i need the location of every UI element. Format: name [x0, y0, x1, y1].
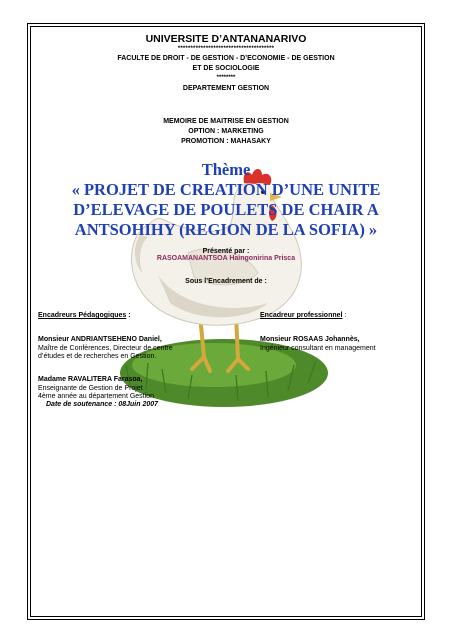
memoire-option: OPTION : MARKETING — [188, 128, 264, 135]
professional-role: Ingénieur consultant en management — [260, 344, 376, 352]
supervision-label: Sous l’Encadrement de : — [185, 278, 267, 285]
supervisor-2-role-1: Enseignante de Gestion de Projet — [38, 384, 143, 392]
pedagogical-heading-text: Encadreurs Pédagogiques — [38, 312, 127, 319]
professional-supervisor — [260, 336, 376, 353]
professional-heading-colon: : — [342, 312, 347, 319]
faculty-line-2: ET DE SOCIOLOGIE — [192, 65, 260, 72]
pedagogical-heading-colon: : — [126, 312, 131, 319]
theme-label: Thème — [201, 160, 251, 179]
separator-stars: ************************************** — [177, 46, 275, 52]
professional-name: Monsieur ROSAAS Johannès, — [260, 336, 360, 343]
supervisor-2-name: Madame RAVALITERA Farasoa, — [38, 376, 143, 383]
supervisor-1 — [38, 336, 173, 362]
pedagogical-heading — [38, 312, 131, 321]
presented-by — [27, 248, 425, 262]
faculty-name — [27, 54, 425, 74]
theme-title — [27, 160, 425, 240]
memoire-info — [27, 117, 425, 147]
supervisor-2 — [38, 376, 154, 402]
theme-line-3: ANTSOHIHY (REGION DE LA SOFIA) » — [74, 220, 378, 239]
department-name: DEPARTEMENT GESTION — [182, 85, 270, 92]
professional-heading — [260, 312, 346, 321]
presented-colon: : — [245, 248, 250, 255]
separator-stars-short: ******** — [216, 75, 236, 81]
supervisor-1-role-2: d’études et de recherches en Gestion. — [38, 353, 157, 361]
author-name: RASOAMANANTSOA Haingonirina Prisca — [156, 255, 296, 262]
presented-label: Présenté par — [202, 248, 246, 255]
memoire-degree: MEMOIRE DE MAITRISE EN GESTION — [163, 118, 289, 125]
supervisor-2-role-2: 4ème année au département Gestion — [38, 393, 154, 401]
supervisor-1-name: Monsieur ANDRIANTSEHENO Daniel, — [38, 336, 162, 343]
theme-line-2: D’ELEVAGE DE POULETS DE CHAIR A — [73, 200, 379, 219]
defense-date: Date de soutenance : 08Juin 2007 — [46, 401, 159, 408]
memoire-promotion: PROMOTION : MAHASAKY — [181, 138, 271, 145]
faculty-line-1: FACULTE DE DROIT - DE GESTION - D’ECONOMIE - DE GESTION — [117, 55, 335, 62]
theme-line-1: « PROJET DE CREATION D’UNE UNITE — [71, 180, 381, 199]
supervisor-1-role-1: Maître de Conférences, Directeur de centre — [38, 344, 173, 352]
professional-heading-text: Encadreur professionnel — [260, 312, 343, 319]
university-name: UNIVERSITE D’ANTANANARIVO — [145, 33, 307, 45]
